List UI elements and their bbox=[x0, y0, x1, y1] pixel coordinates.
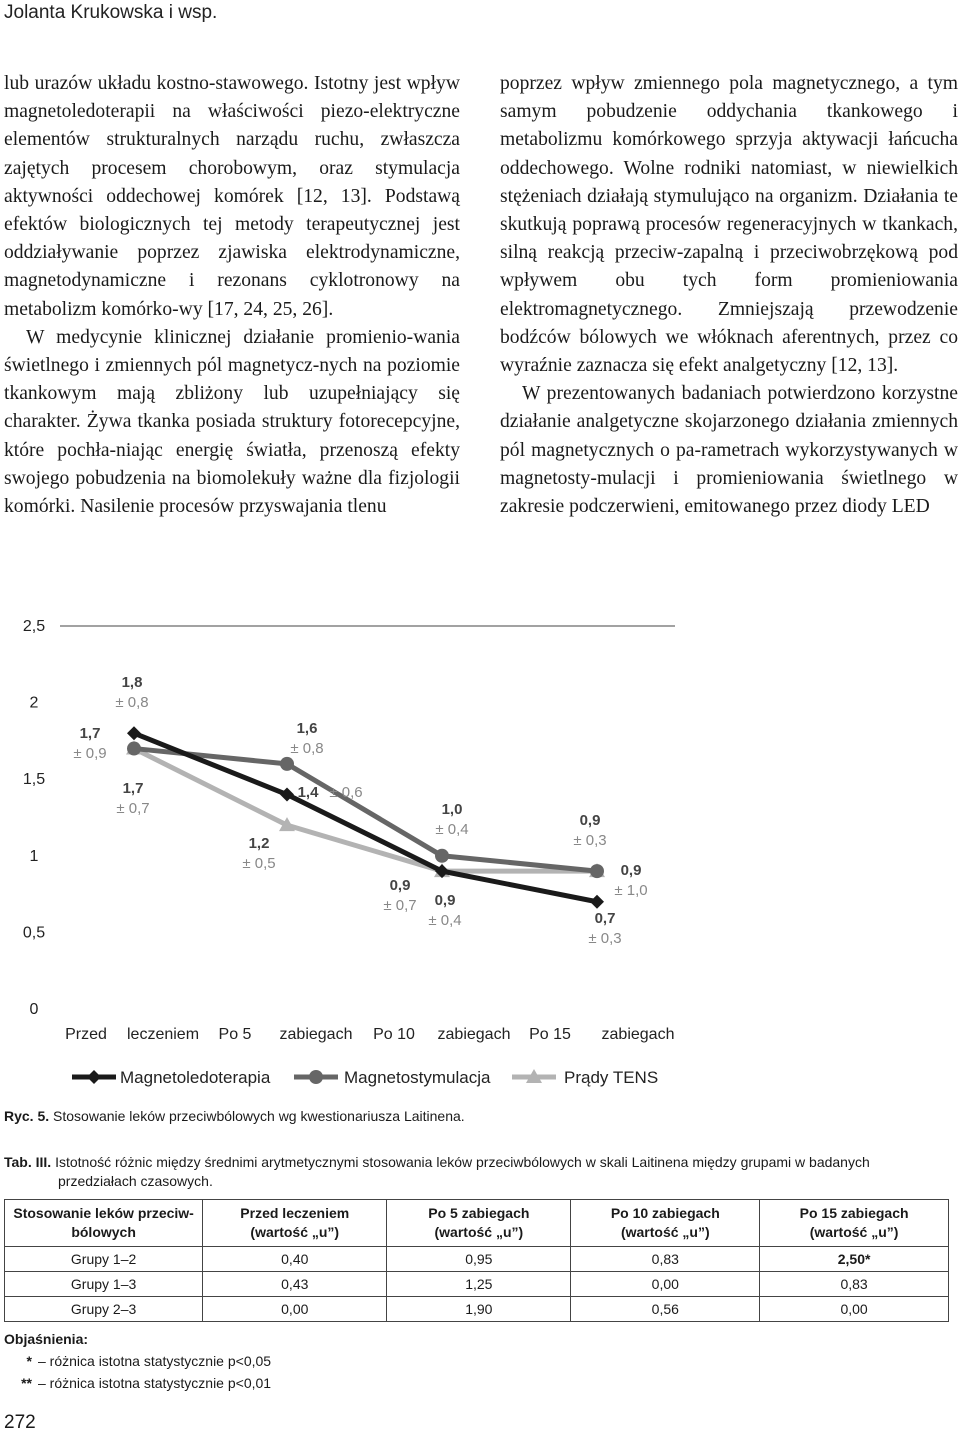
table-cell: 0,00 bbox=[203, 1297, 387, 1322]
header-line: Po 10 zabiegach bbox=[610, 1205, 720, 1221]
data-point-circle bbox=[280, 757, 294, 771]
left-paragraph: lub urazów układu kostno-stawowego. Istotny jest wpływ magnetoledoterapii na właściwości piezo-elektryczne elementów strukturalnych narządu ruchu, zwłaszcza zajętych procesem chorobowym, oraz stymulacja aktywności oddechowej komórek [12, 13]. Podstawą efektów biologicznych tej metody terapeutycznej jest oddziaływanie poprzez zjawiska elektrodynamiczne, magnetodynamiczne i rezonans cyklotronowy na metabolizm komórko-wy [17, 24, 25, 26]. bbox=[4, 73, 460, 320]
note-item bbox=[4, 1372, 271, 1394]
data-label-value: 1,7 bbox=[79, 725, 101, 742]
table-notes bbox=[4, 1328, 271, 1394]
data-label-sd: ± 0,8 bbox=[115, 694, 149, 711]
data-label-value: 0,9 bbox=[389, 877, 411, 894]
table-header-cell bbox=[387, 1200, 571, 1247]
table-cell: 0,83 bbox=[571, 1247, 760, 1272]
header-line: (wartość „u”) bbox=[434, 1224, 524, 1240]
data-label-value: 0,9 bbox=[579, 812, 601, 829]
figure-chart bbox=[0, 605, 700, 1095]
data-label-sd: ± 0,3 bbox=[588, 930, 622, 947]
data-label-sd: ± 0,6 bbox=[329, 784, 363, 801]
text-column-left bbox=[4, 70, 460, 521]
running-header: Jolanta Krukowska i wsp. bbox=[4, 2, 218, 23]
table-header-cell bbox=[571, 1200, 760, 1247]
left-paragraph: W medycynie klinicznej działanie promienio-wania świetlnego i zmiennych pól magnetycz-nych na poziomie tkankowym mają zbliżony lub uzupełniający się charakter. Żywa tkanka posiada struktury fotorecepcyjne, które pochła-niając energię światła, przenoszą efekty swojego pobudzenia na biomolekuły ważne dla fizjologii komórki. Nasilenie procesów przyswajania tlenu bbox=[4, 326, 460, 518]
table-cell: 1,90 bbox=[387, 1297, 571, 1322]
data-label-value: 1,8 bbox=[121, 674, 143, 691]
table-cell: 0,00 bbox=[571, 1272, 760, 1297]
table-cell: Grupy 1–2 bbox=[5, 1247, 203, 1272]
x-tick-label: leczeniem bbox=[126, 1026, 200, 1043]
data-point-diamond bbox=[127, 726, 141, 740]
table-cell: 1,25 bbox=[387, 1272, 571, 1297]
data-label-sd: ± 0,8 bbox=[290, 740, 324, 757]
data-label-sd: ± 0,7 bbox=[116, 800, 150, 817]
data-point-circle bbox=[590, 864, 604, 878]
table-cell: 0,40 bbox=[203, 1247, 387, 1272]
legend-label: Prądy TENS bbox=[564, 1068, 659, 1087]
header-line: (wartość „u”) bbox=[620, 1224, 710, 1240]
legend-marker-circle bbox=[309, 1070, 323, 1084]
table-row bbox=[5, 1272, 949, 1297]
series-line-1 bbox=[134, 749, 597, 872]
data-label-sd: ± 0,9 bbox=[73, 745, 107, 762]
data-label-value: 0,7 bbox=[594, 910, 616, 927]
data-label-sd: ± 0,4 bbox=[435, 821, 469, 838]
table-caption-text: Istotność różnic między średnimi arytmetycznymi stosowania leków przeciwbólowych w skali Laitinena między grupami w badanych bbox=[55, 1154, 870, 1170]
y-tick-label: 0 bbox=[29, 1001, 39, 1018]
table-cell: 0,00 bbox=[760, 1297, 949, 1322]
data-point-circle bbox=[435, 849, 449, 863]
note-text: – różnica istotna statystycznie p<0,05 bbox=[38, 1353, 272, 1369]
page-number: 272 bbox=[4, 1412, 36, 1433]
table-caption bbox=[4, 1153, 949, 1191]
figure-caption-text: Stosowanie leków przeciwbólowych wg kwestionariusza Laitinena. bbox=[53, 1108, 465, 1124]
series-line-0 bbox=[134, 733, 597, 902]
data-label-sd: ± 0,5 bbox=[242, 855, 276, 872]
data-label-value: 1,7 bbox=[122, 780, 144, 797]
data-label-value: 1,6 bbox=[296, 720, 318, 737]
data-label-value: 1,0 bbox=[441, 801, 463, 818]
figure-label: Ryc. 5. bbox=[4, 1108, 50, 1124]
table-row bbox=[5, 1297, 949, 1322]
table-cell: 0,43 bbox=[203, 1272, 387, 1297]
x-tick-label: Po 15 bbox=[529, 1026, 571, 1043]
data-label-value: 1,4 bbox=[297, 784, 319, 801]
data-point-circle bbox=[127, 742, 141, 756]
note-text: – różnica istotna statystycznie p<0,01 bbox=[38, 1375, 272, 1391]
note-symbol: ** bbox=[21, 1375, 32, 1391]
data-point-diamond bbox=[590, 895, 604, 909]
notes-list bbox=[4, 1350, 271, 1394]
data-label-value: 1,2 bbox=[248, 835, 270, 852]
y-tick-label: 1 bbox=[29, 847, 39, 865]
table-cell: Grupy 2–3 bbox=[5, 1297, 203, 1322]
table-header-cell bbox=[5, 1200, 203, 1247]
figure-caption bbox=[4, 1108, 465, 1124]
table-label: Tab. III. bbox=[4, 1154, 52, 1170]
table-body bbox=[5, 1247, 949, 1322]
y-tick-label: 2,5 bbox=[22, 618, 46, 635]
x-tick-label: Przed bbox=[65, 1026, 107, 1043]
table-cell: 0,56 bbox=[571, 1297, 760, 1322]
line-chart bbox=[0, 605, 700, 1095]
legend-label: Magnetostymulacja bbox=[344, 1068, 491, 1087]
legend-marker-diamond bbox=[87, 1070, 101, 1084]
data-label-sd: ± 0,3 bbox=[573, 832, 607, 849]
x-tick-label: zabiegach bbox=[279, 1026, 353, 1043]
note-symbol: * bbox=[26, 1353, 32, 1369]
header-line: (wartość „u”) bbox=[250, 1224, 340, 1240]
y-tick-label: 0,5 bbox=[22, 924, 46, 942]
right-paragraph: W prezentowanych badaniach potwierdzono korzystne działanie analgetyczne skojarzonego działania zmiennych pól magnetycznych o pa-rametrach wykorzystywanych w magnetosty-mulacji i promieniowania świetlnego w zakresie podczerwieni, emitowanego przez diody LED bbox=[500, 383, 958, 518]
header-line: Po 5 zabiegach bbox=[428, 1205, 530, 1221]
x-tick-label: zabiegach bbox=[601, 1026, 675, 1043]
data-label-sd: ± 0,7 bbox=[383, 897, 417, 914]
right-paragraph: poprzez wpływ zmiennego pola magnetycznego, a tym samym pobudzenie oddychania tkankowego i metabolizmu komórkowego sprzyja aktywacji łańcucha oddechowego. Wolne rodniki natomiast, w niewielkich stężeniach działają stymulująco na organizm. Działania te skutkują poprawą procesów regeneracyjnych w tkankach, silną reakcją przeciw-zapalną i przeciwobrzękową pod wpływem obu tych form promieniowania elektromagnetycznego. Zmniejszają przewodzenie bodźców bólowych we włóknach aferentnych, przez co wyraźnie zaznacza się efekt analgetyczny [12, 13]. bbox=[500, 73, 958, 377]
data-label-value: 0,9 bbox=[434, 892, 456, 909]
x-tick-label: Po 10 bbox=[373, 1026, 415, 1043]
table-row bbox=[5, 1247, 949, 1272]
y-tick-label: 2 bbox=[29, 694, 39, 712]
table-cell: Grupy 1–3 bbox=[5, 1272, 203, 1297]
note-item bbox=[4, 1350, 271, 1372]
header-line: (wartość „u”) bbox=[809, 1224, 899, 1240]
header-line: Po 15 zabiegach bbox=[799, 1205, 909, 1221]
data-label-value: 0,9 bbox=[620, 862, 642, 879]
legend-label: Magnetoledoterapia bbox=[120, 1068, 271, 1087]
table-cell: 0,95 bbox=[387, 1247, 571, 1272]
text-column-right bbox=[500, 70, 958, 521]
table-header-row bbox=[5, 1200, 949, 1247]
x-tick-label: Po 5 bbox=[218, 1026, 252, 1043]
header-line: bólowych bbox=[71, 1224, 136, 1240]
stats-table bbox=[4, 1199, 949, 1322]
table-header-cell bbox=[760, 1200, 949, 1247]
header-line: Stosowanie leków przeciw- bbox=[13, 1205, 194, 1221]
table-cell: 0,83 bbox=[760, 1272, 949, 1297]
header-line: Przed leczeniem bbox=[240, 1205, 350, 1221]
y-tick-label: 1,5 bbox=[22, 771, 46, 789]
x-tick-label: zabiegach bbox=[437, 1026, 511, 1043]
table-header-cell bbox=[203, 1200, 387, 1247]
data-label-sd: ± 0,4 bbox=[428, 912, 462, 929]
data-label-sd: ± 1,0 bbox=[614, 882, 648, 899]
notes-title: Objaśnienia: bbox=[4, 1331, 89, 1347]
table-caption-continued: przedziałach czasowych. bbox=[58, 1173, 213, 1189]
table-cell: 2,50* bbox=[760, 1247, 949, 1272]
